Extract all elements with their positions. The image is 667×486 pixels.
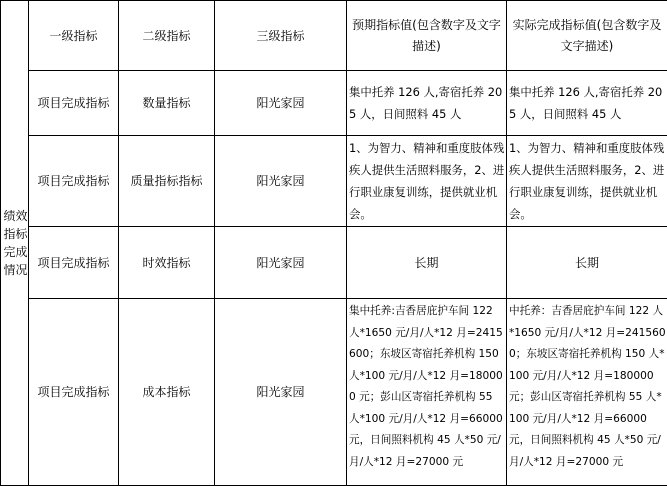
row-expected: 1、为智力、精神和重度肢体残疾人提供生活照料服务，2、进行职业康复训练，提供就业机会。 [347,136,507,227]
row-level3: 阳光家园 [215,227,347,299]
row-level2: 成本指标 [119,299,215,486]
row-level1: 项目完成指标 [29,136,119,227]
header-row [1,1,667,71]
header-level2: 二级指标 [119,1,215,71]
table-row [1,299,667,486]
row-actual: 1、为智力、精神和重度肢体残疾人提供生活照料服务，2、进行职业康复训练，提供就业机会。 [507,136,667,227]
row-level3: 阳光家园 [215,71,347,136]
side-label-cell [1,1,29,486]
row-expected: 集中托养 126 人,寄宿托养 205 人，日间照料 45 人 [347,71,507,136]
row-actual: 集中托养 126 人,寄宿托养 205 人，日间照料 45 人 [507,71,667,136]
row-expected: 集中托养:吉香居庇护车间 122 人*1650 元/月/人*12 月=2415600；东坡区寄宿托养机构 150 人*100 元/月/人*12 月=180000 元；彭山区寄宿托养机构 55 人*100 元/月/人*12 月=66000 元，日间照料机构 45 人*50 元/月/人*12 月=27000 元 [347,299,507,486]
table-row [1,136,667,227]
header-level3: 三级指标 [215,1,347,71]
row-level3: 阳光家园 [215,299,347,486]
header-level1: 一级指标 [29,1,119,71]
row-level2: 数量指标 [119,71,215,136]
table-row [1,227,667,299]
side-label: 绩效指标完成情况 [3,209,28,277]
header-expected: 预期指标值(包含数字及文字描述) [347,1,507,71]
row-level1: 项目完成指标 [29,299,119,486]
row-level2: 时效指标 [119,227,215,299]
row-actual: 长期 [507,227,667,299]
row-level2: 质量指标指标 [119,136,215,227]
row-level3: 阳光家园 [215,136,347,227]
row-level1: 项目完成指标 [29,227,119,299]
row-actual: 中托养：吉香居庇护车间 122 人*1650 元/月/人*12 月=2415600；东坡区寄宿托养机构 150 人*100 元/月/人*12 月=180000 元；彭山区寄宿托养机构 55 人*100 元/月/人*12 月=66000 元，日间照料机构 45 人*50 元/月/人*12 月=27000 元 [507,299,667,486]
row-expected: 长期 [347,227,507,299]
table-row [1,71,667,136]
row-level1: 项目完成指标 [29,71,119,136]
header-actual: 实际完成指标值(包含数字及文字描述) [507,1,667,71]
